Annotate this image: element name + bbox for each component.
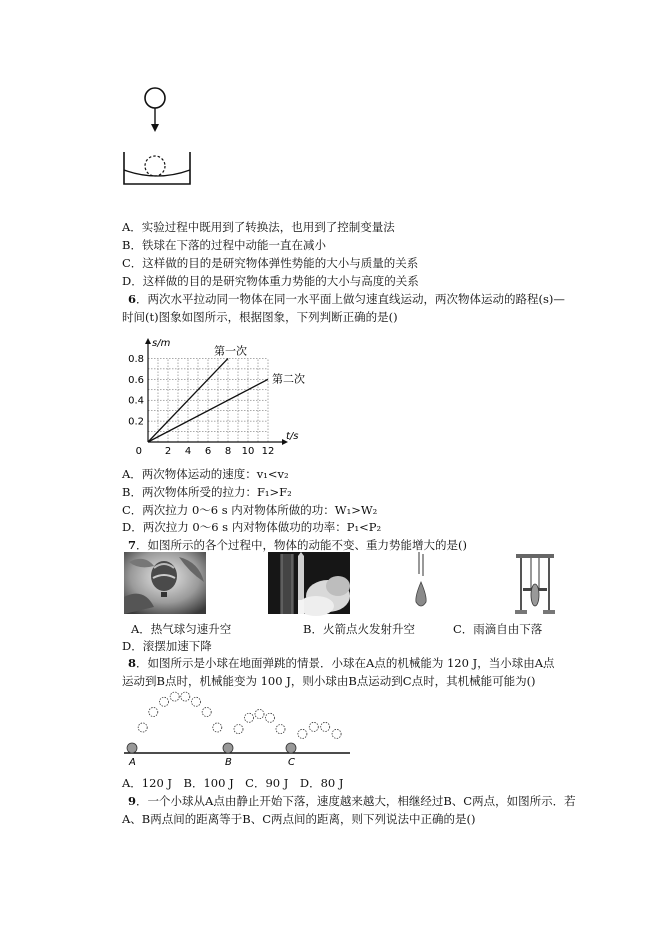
sand-surface	[124, 170, 190, 176]
q5-option-b: B．铁球在下落的过程中动能一直在减小	[122, 238, 326, 252]
ball-b	[223, 743, 233, 753]
q8-stem-text-1: ．如图所示是小球在地面弹跳的情景．小球在A点的机械能为 120 J，当小球由A点	[136, 656, 555, 670]
q9-number: 9	[128, 794, 137, 808]
y-tick-label: 0.6	[128, 374, 144, 386]
trajectory-ball	[332, 729, 341, 738]
series-label-2: 第二次	[272, 372, 305, 386]
x-tick-label: 10	[241, 446, 255, 457]
trajectory-ball	[245, 713, 254, 722]
hot-air-balloon-photo	[124, 552, 206, 614]
x-tick-label: 6	[204, 446, 212, 457]
y-tick-label: 0.8	[128, 353, 144, 365]
s-t-chart	[118, 330, 305, 462]
rocket-launch-photo	[268, 552, 350, 614]
x-tick-label: 12	[261, 446, 275, 457]
ball-c	[286, 743, 296, 753]
trajectory-ball	[192, 697, 201, 706]
trajectory-ball	[298, 729, 307, 738]
series-label-1: 第一次	[214, 344, 247, 358]
point-a-label: A	[129, 757, 136, 768]
q5-option-d: D．这样做的目的是研究物体重力势能的大小与高度的关系	[122, 274, 419, 288]
trajectory-ball	[309, 722, 318, 731]
trajectory-ball	[149, 708, 158, 717]
x-tick-label: 8	[224, 446, 232, 457]
q5-option-c: C．这样做的目的是研究物体弹性势能的大小与质量的关系	[122, 256, 419, 270]
q7-caption-a: A．热气球匀速升空	[131, 622, 232, 636]
q9-stem-2: A、B两点间的距离等于B、C两点间的距离，则下列说法中正确的是()	[122, 812, 476, 826]
ball-a	[127, 743, 137, 753]
point-b-label: B	[225, 757, 232, 768]
origin-label: 0	[135, 446, 142, 457]
trajectory-ball	[181, 692, 190, 701]
q6-option-b: B．两次物体所受的拉力：F₁>F₂	[122, 485, 292, 499]
q9-stem-text-1: ．一个小球从A点由静止开始下落，速度越来越大，相继经过B、C两点，如图所示．若	[136, 794, 576, 808]
y-axis-arrow-icon	[145, 338, 151, 344]
q7-stem	[128, 537, 467, 553]
trajectory-ball	[234, 725, 243, 734]
maxwell-wheel-figure	[512, 552, 558, 616]
trajectory-ball	[213, 723, 222, 732]
trajectory-ball	[160, 697, 169, 706]
trajectory-ball	[266, 713, 275, 722]
q8-options: A．120 J B．100 J C．90 J D．80 J	[122, 776, 344, 790]
trajectory-ball	[138, 723, 147, 732]
q9-stem-1	[128, 793, 576, 809]
sand-container	[124, 152, 190, 184]
raindrop-icon	[416, 582, 426, 606]
trajectory-ball	[321, 722, 330, 731]
q6-number: 6	[128, 292, 137, 306]
raindrop-figure	[408, 552, 434, 614]
dent-outline	[145, 156, 165, 176]
trajectory-ball	[255, 710, 264, 719]
y-axis-label: s/m	[152, 338, 171, 349]
y-tick-label: 0.2	[128, 416, 144, 428]
x-tick-label: 2	[164, 446, 172, 457]
trajectory-ball	[276, 725, 285, 734]
q6-option-d: D．两次拉力 0～6 s 内对物体做功的功率：P₁<P₂	[122, 520, 382, 534]
q7-number: 7	[128, 538, 137, 552]
point-c-label: C	[288, 757, 295, 768]
x-axis-label: t/s	[286, 431, 299, 442]
trajectory-ball	[202, 708, 211, 717]
q7-stem-text: ．如图所示的各个过程中，物体的动能不变、重力势能增大的是()	[136, 538, 467, 552]
q6-stem-1	[128, 291, 565, 307]
q6-option-c: C．两次拉力 0～6 s 内对物体所做的功：W₁>W₂	[122, 503, 378, 517]
trajectory-ball	[170, 692, 179, 701]
iron-ball	[145, 88, 165, 108]
q8-number: 8	[128, 656, 137, 670]
bouncing-ball-figure	[118, 688, 358, 768]
q8-stem-2: 运动到B点时，机械能变为 100 J，则小球由B点运动到C点时，其机械能可能为()	[122, 674, 536, 688]
q5-option-a: A．实验过程中既用到了转换法，也用到了控制变量法	[122, 220, 395, 234]
wheel-icon	[531, 584, 539, 606]
arrow-down-icon	[151, 124, 159, 132]
q6-stem-2: 时间(t)图象如图所示，根据图象，下列判断正确的是()	[122, 310, 398, 324]
q7-caption-b: B．火箭点火发射升空	[303, 622, 415, 636]
q7-caption-c: C．雨滴自由下落	[453, 622, 543, 636]
x-tick-label: 4	[184, 446, 192, 457]
q7-caption-d: D．滚摆加速下降	[122, 639, 212, 653]
y-tick-label: 0.4	[128, 395, 144, 407]
q5-ball-sand-figure	[118, 84, 198, 186]
q8-stem-1	[128, 655, 555, 671]
q6-stem-text-1: ．两次水平拉动同一物体在同一水平面上做匀速直线运动，两次物体运动的路程(s)—	[136, 292, 565, 306]
q6-option-a: A．两次物体运动的速度：v₁<v₂	[122, 467, 289, 481]
